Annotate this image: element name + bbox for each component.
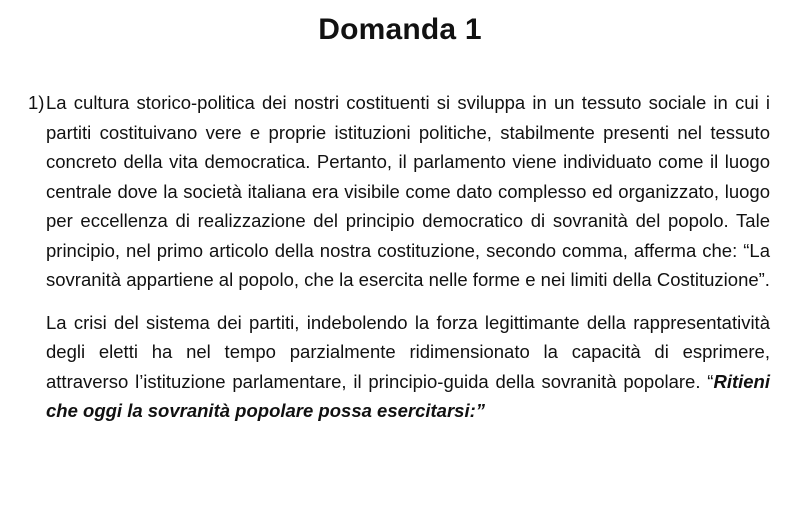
question-paragraph-2-text: La crisi del sistema dei partiti, indebolendo la forza legittimante della rappresentatività degli eletti ha nel tempo parzialmente ridimensionato la capacità di esprimere, attraverso l’istituzione parlamentare, il principio-guida della sovranità popolare. “: [46, 311, 770, 392]
question-paragraph-2: [46, 308, 770, 426]
page-title: Domanda 1: [318, 13, 482, 46]
question-block: [28, 88, 770, 426]
question-paragraph-1: La cultura storico-politica dei nostri costituenti si sviluppa in un tessuto sociale in cui i partiti costituivano vere e proprie istituzioni politiche, stabilmente presenti nel tessuto concreto della vita democratica. Pertanto, il parlamento viene individuato come il luogo centrale dove la società italiana era visibile come dato complesso ed organizzato, luogo per eccellenza di realizzazione del principio democratico di sovranità del popolo. Tale principio, nel primo articolo della nostra costituzione, secondo comma, afferma che: “La sovranità appartiene al popolo, che la esercita nelle forme e nei limiti della Costituzione”.: [46, 92, 770, 290]
question-prompt: Ritieni che oggi la sovranità popolare possa esercitarsi:”: [46, 370, 770, 421]
question-number: 1): [28, 92, 45, 113]
